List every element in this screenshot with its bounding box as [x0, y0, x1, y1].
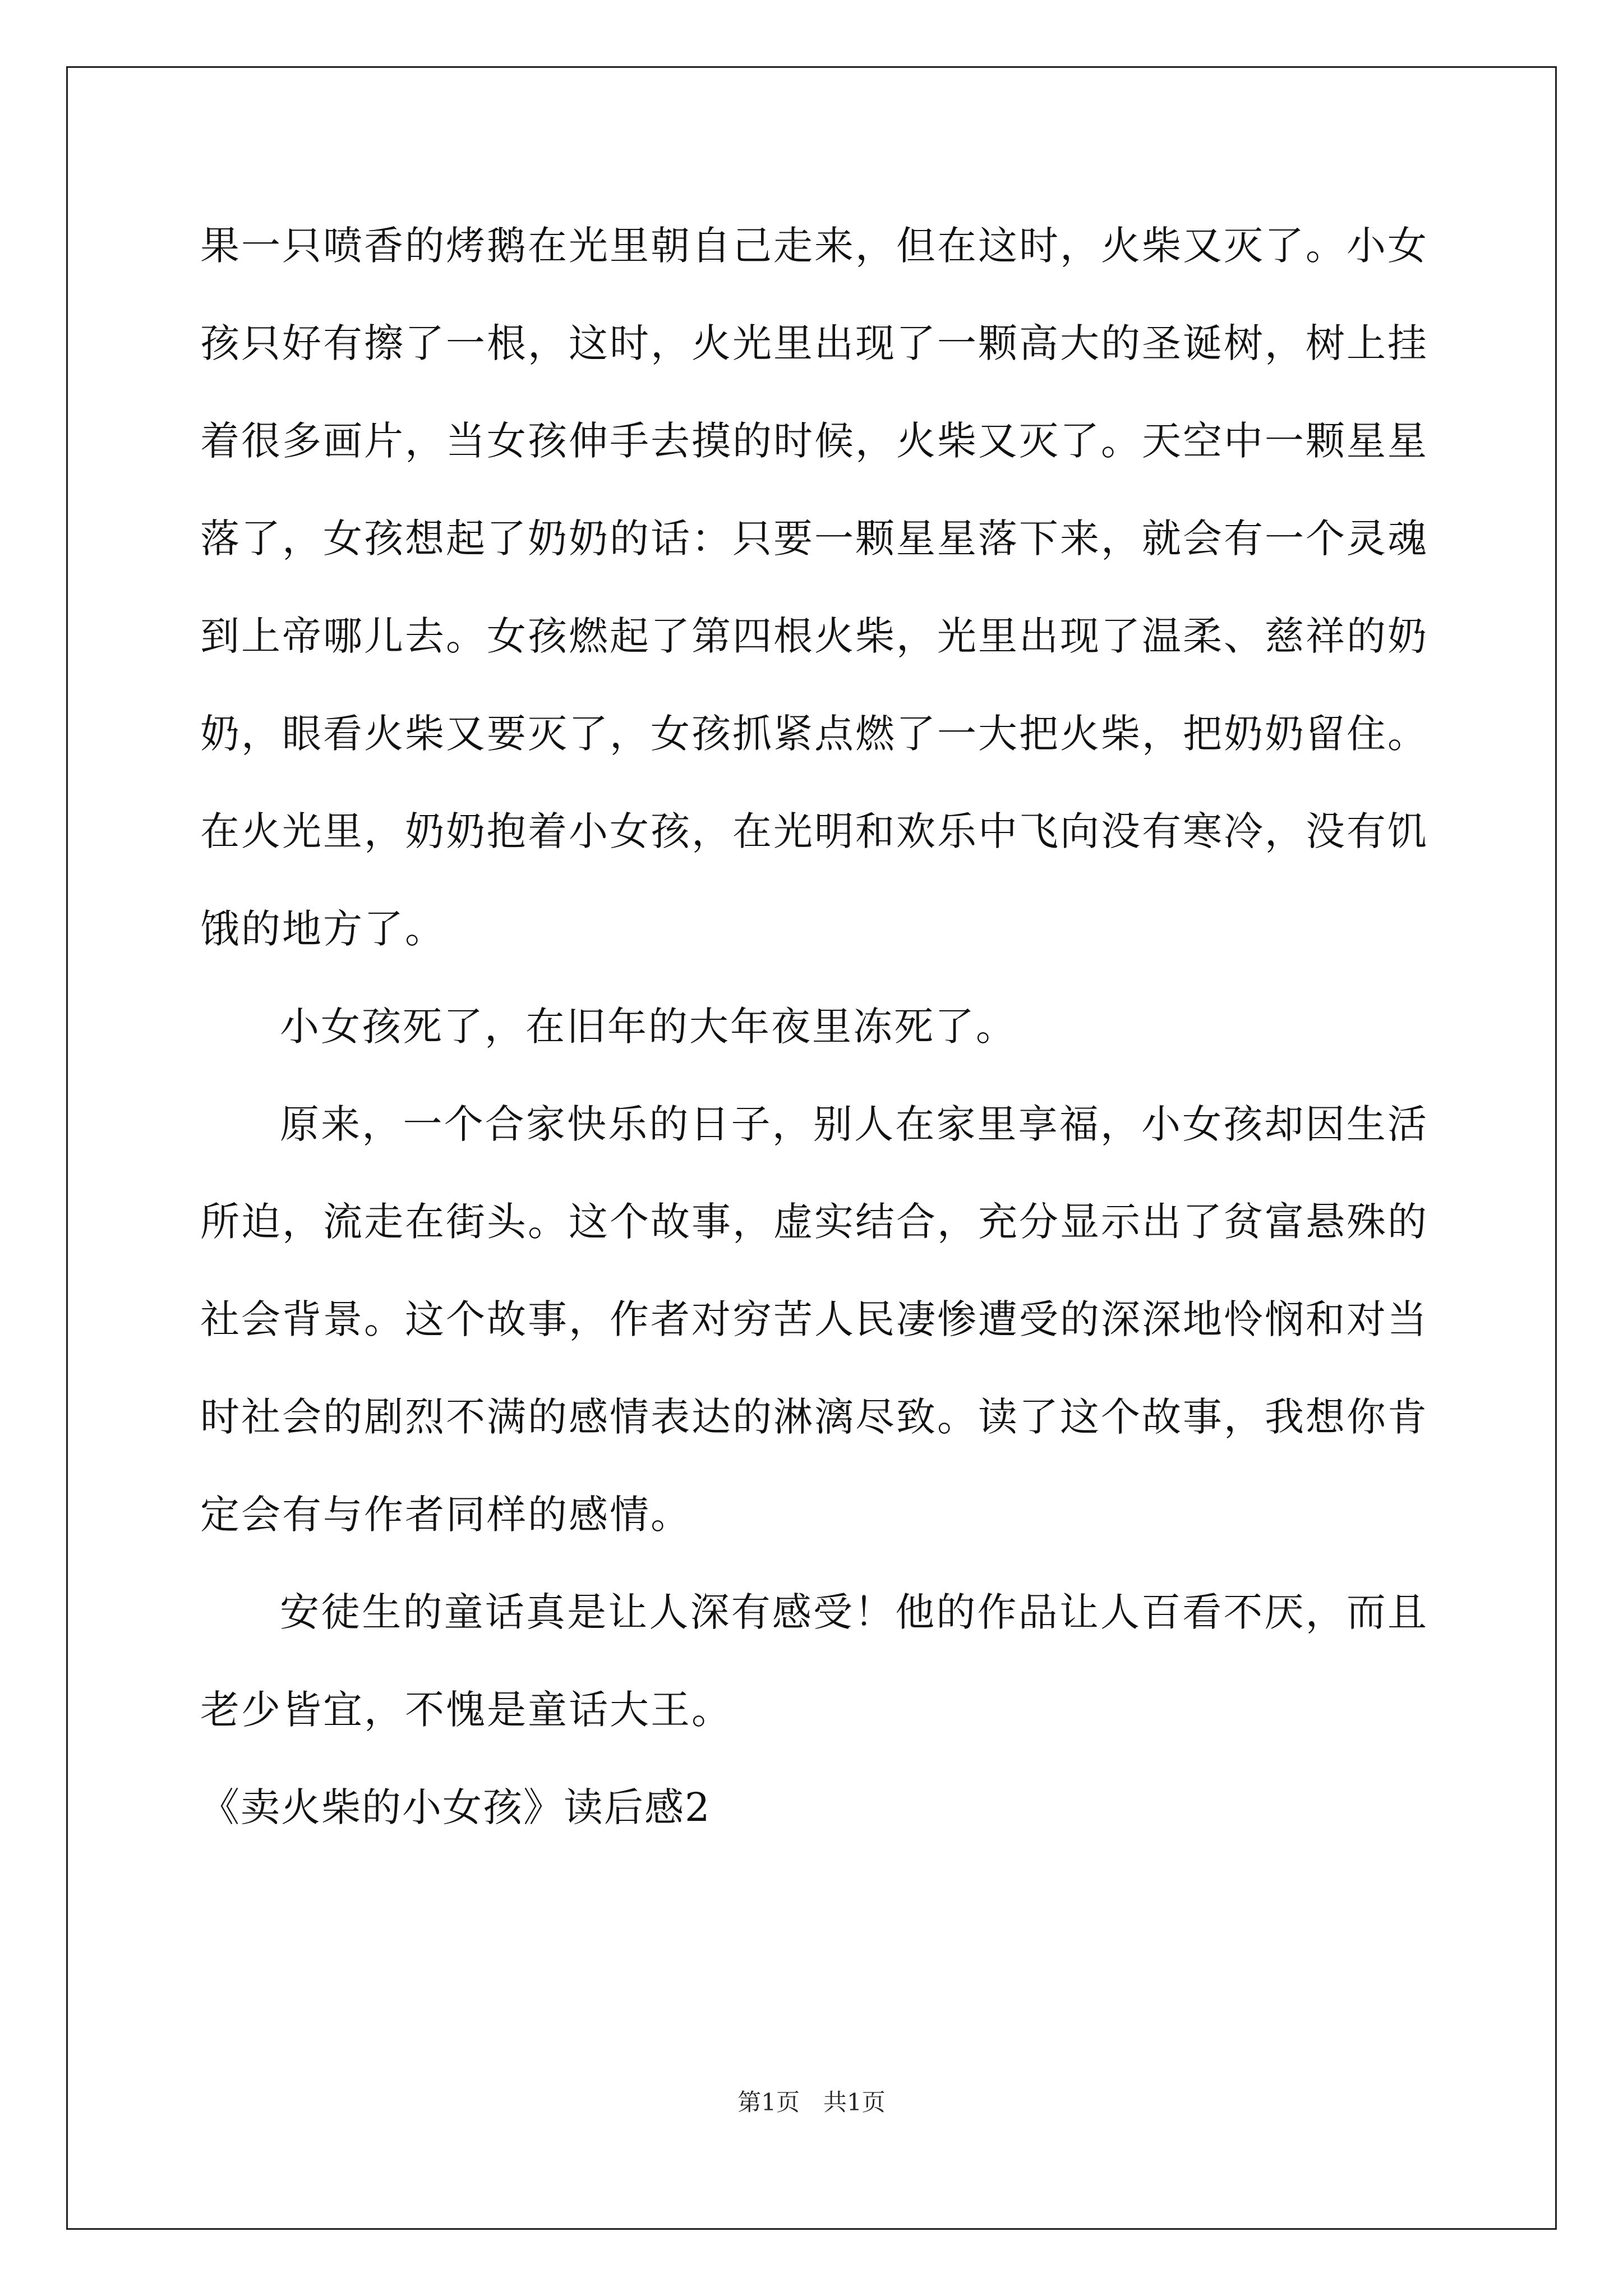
section-heading: 《卖火柴的小女孩》读后感2 — [200, 1784, 711, 1830]
text-line: 老少皆宜，不愧是童话大王。 — [200, 1687, 732, 1733]
text-line: 孩只好有擦了一根，这时，火光里出现了一颗高大的圣诞树，树上挂 — [200, 320, 1428, 366]
document-body — [200, 218, 1428, 1877]
text-line: 果一只喷香的烤鹅在光里朝自己走来，但在这时，火柴又灭了。小女 — [200, 223, 1428, 269]
paragraph-2 — [200, 999, 1428, 1096]
text-line: 着很多画片，当女孩伸手去摸的时候，火柴又灭了。天空中一颗星星 — [200, 418, 1428, 464]
text-line: 小女孩死了，在旧年的大年夜里冻死了。 — [280, 1004, 1017, 1050]
text-line: 时社会的剧烈不满的感情表达的淋漓尽致。读了这个故事，我想你肯 — [200, 1394, 1428, 1440]
paragraph-4 — [200, 1584, 1428, 1779]
page-number-footer: 第1页 共1页 — [737, 2088, 886, 2116]
paragraph-1 — [200, 218, 1428, 999]
text-line: 落了，女孩想起了奶奶的话：只要一颗星星落下来，就会有一个灵魂 — [200, 516, 1428, 562]
text-line: 原来，一个合家快乐的日子，别人在家里享福，小女孩却因生活 — [280, 1101, 1428, 1147]
text-line: 定会有与作者同样的感情。 — [200, 1492, 691, 1538]
text-line: 在火光里，奶奶抱着小女孩，在光明和欢乐中飞向没有寒冷，没有饥 — [200, 808, 1428, 854]
text-line: 社会背景。这个故事，作者对穷苦人民凄惨遭受的深深地怜悯和对当 — [200, 1296, 1428, 1342]
text-line: 奶，眼看火柴又要灭了，女孩抓紧点燃了一大把火柴，把奶奶留住。 — [200, 711, 1428, 757]
text-line: 所迫，流走在街头。这个故事，虚实结合，充分显示出了贫富悬殊的 — [200, 1199, 1428, 1245]
text-line: 安徒生的童话真是让人深有感受！他的作品让人百看不厌，而且 — [280, 1589, 1428, 1635]
text-line: 饿的地方了。 — [200, 906, 446, 952]
text-line: 到上帝哪儿去。女孩燃起了第四根火柴，光里出现了温柔、慈祥的奶 — [200, 613, 1428, 659]
paragraph-3 — [200, 1096, 1428, 1584]
